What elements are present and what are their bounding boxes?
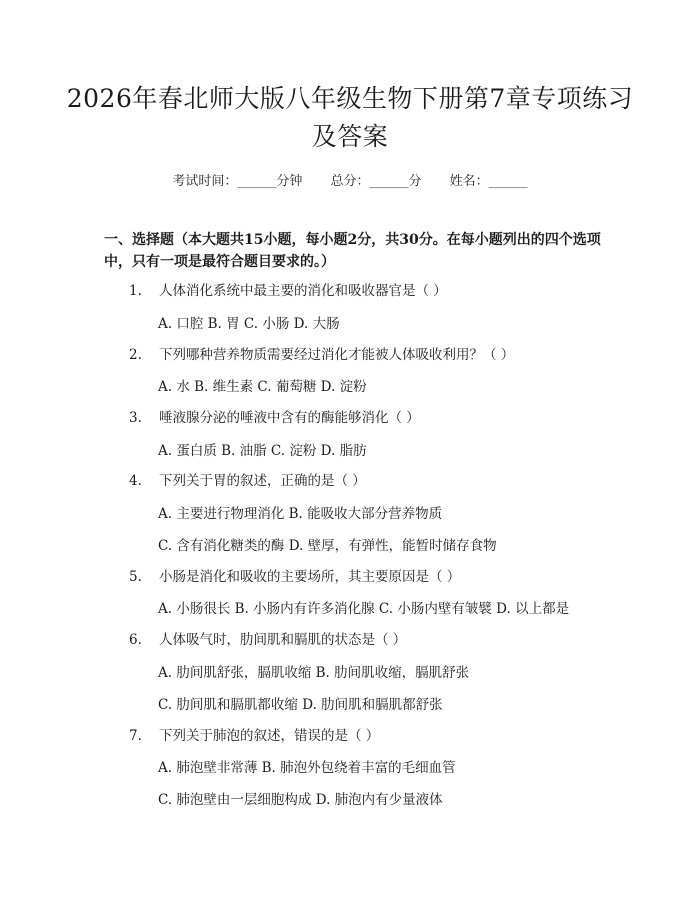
question-stem: 唾液腺分泌的唾液中含有的酶能够消化（ ） [159,410,420,426]
question-stem: 下列关于胃的叙述，正确的是（ ） [159,473,366,489]
question-stem: 人体吸气时，肋间肌和膈肌的状态是（ ） [159,632,407,648]
question-7-options-1: A. 肺泡壁非常薄 B. 肺泡外包绕着丰富的毛细血管 [158,760,456,776]
exam-total-score: 总分：______分 [330,174,422,189]
document-title: 2026年春北师大版八年级生物下册第7章专项练习及答案 [66,84,634,151]
question-5-options: A. 小肠很长 B. 小肠内有许多消化腺 C. 小肠内壁有皱襞 D. 以上都是 [158,601,570,617]
question-stem: 下列哪种营养物质需要经过消化才能被人体吸收利用？（ ） [159,347,515,363]
section-heading: 一、选择题（本大题共15小题，每小题2分，共30分。在每小题列出的四个选项中，只有一项是最符合题目要求的。） [104,232,601,270]
question-3-options: A. 蛋白质 B. 油脂 C. 淀粉 D. 脂肪 [158,443,367,459]
question-2-options: A. 水 B. 维生素 C. 葡萄糖 D. 淀粉 [158,379,367,395]
question-1-options: A. 口腔 B. 胃 C. 小肠 D. 大肠 [158,316,340,332]
question-7 [129,726,619,746]
exam-name: 姓名：______ [449,174,528,189]
question-5 [129,567,619,587]
question-stem: 人体消化系统中最主要的消化和吸收器官是（ ） [159,283,447,299]
question-4-options-1: A. 主要进行物理消化 B. 能吸收大部分营养物质 [158,506,443,522]
question-number: 7. [129,728,142,744]
question-stem: 小肠是消化和吸收的主要场所，其主要原因是（ ） [159,569,461,585]
question-3 [129,408,619,428]
question-4-options-2: C. 含有消化糖类的酶 D. 壁厚，有弹性，能暂时储存食物 [158,538,497,554]
question-6-options-2: C. 肋间肌和膈肌都收缩 D. 肋间肌和膈肌都舒张 [158,697,443,713]
question-number: 4. [129,473,142,489]
question-7-options-2: C. 肺泡壁由一层细胞构成 D. 肺泡内有少量液体 [158,792,443,808]
question-number: 1. [129,283,142,299]
question-1 [129,281,619,301]
question-number: 6. [129,632,142,648]
question-4 [129,471,619,491]
question-number: 2. [129,347,142,363]
exam-meta [0,170,700,189]
question-6-options-1: A. 肋间肌舒张，膈肌收缩 B. 肋间肌收缩，膈肌舒张 [158,665,470,681]
question-6 [129,630,619,650]
exam-time: 考试时间：______分钟 [172,174,303,189]
question-number: 5. [129,569,142,585]
question-2 [129,345,619,365]
question-number: 3. [129,410,142,426]
question-stem: 下列关于肺泡的叙述，错误的是（ ） [159,728,380,744]
